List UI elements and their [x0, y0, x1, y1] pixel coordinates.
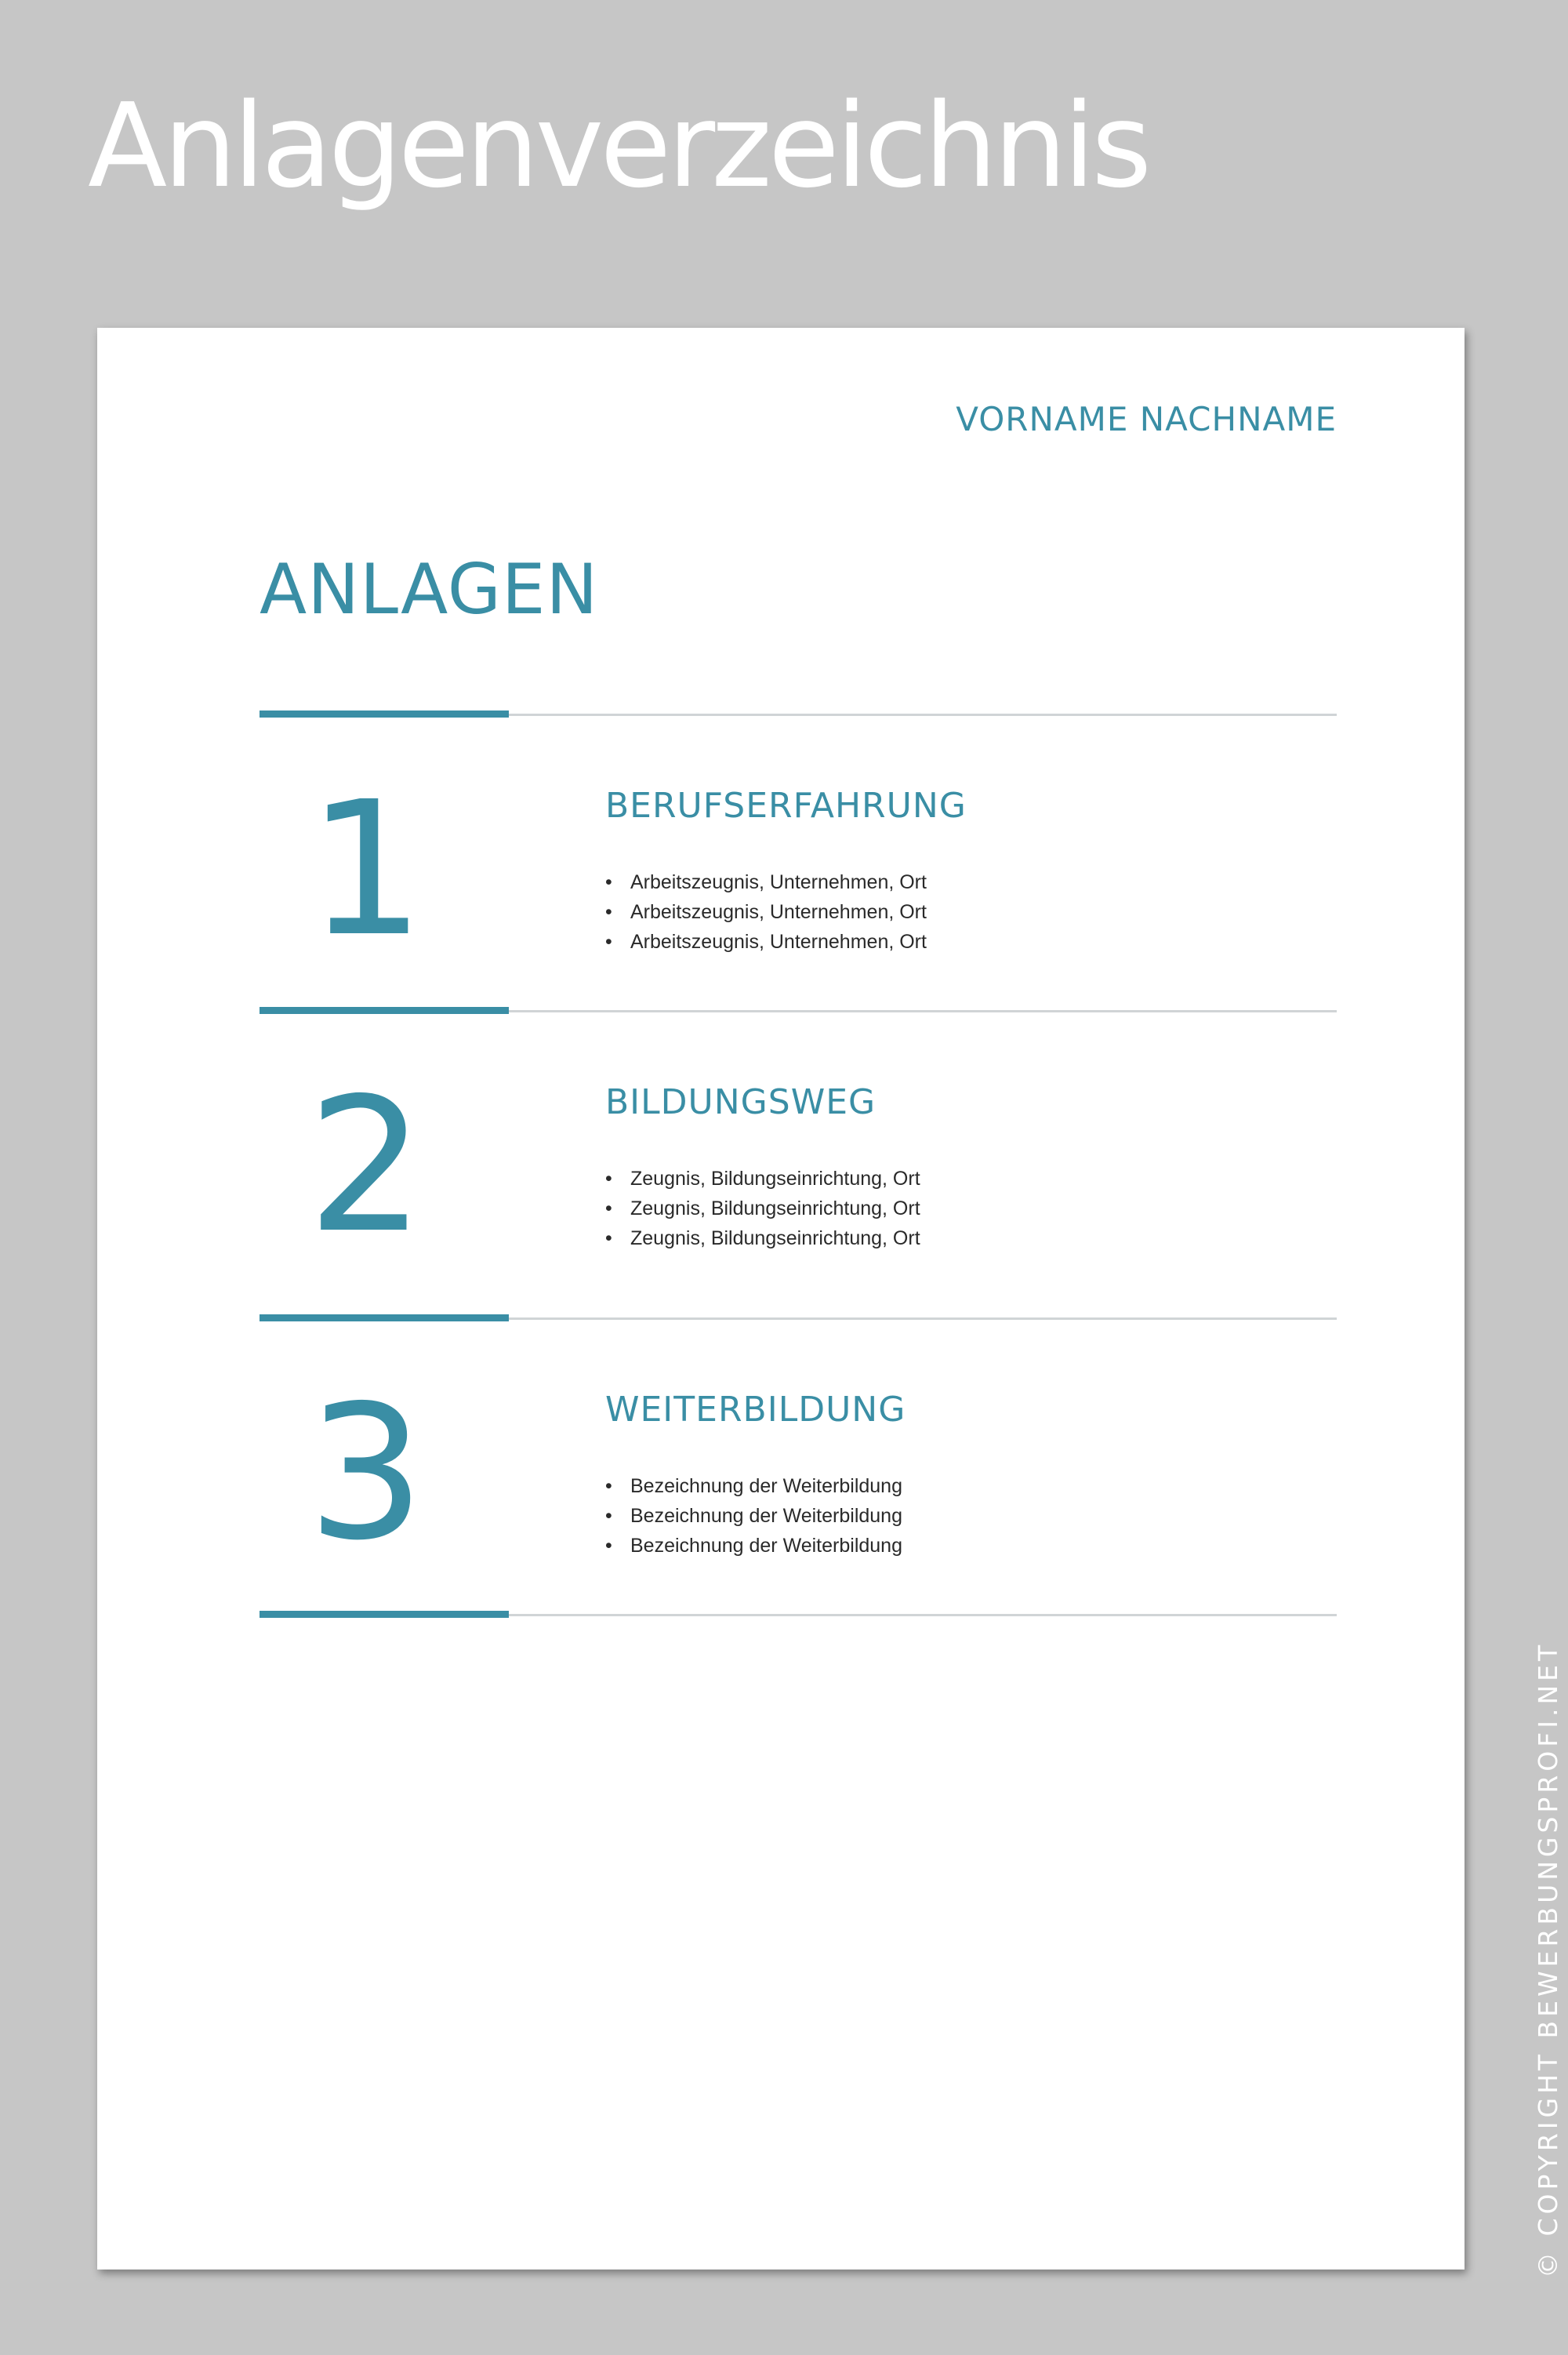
bullet: • — [605, 1168, 612, 1190]
section-heading: BILDUNGSWEG — [605, 1082, 877, 1122]
section-heading: BERUFSERFAHRUNG — [605, 786, 967, 826]
list-item — [605, 1223, 920, 1253]
list-item — [605, 927, 927, 957]
bullet: • — [605, 1475, 612, 1497]
document-title: ANLAGEN — [260, 549, 599, 630]
bullet: • — [605, 901, 612, 923]
owner-name: VORNAME NACHNAME — [956, 400, 1337, 438]
attachment-list — [605, 1471, 902, 1561]
divider-accent — [260, 1007, 509, 1014]
bullet: • — [605, 1197, 612, 1219]
list-item — [605, 1164, 920, 1194]
copyright-notice: © COPYRIGHT BEWERBUNGSPROFI.NET — [1533, 1641, 1563, 2278]
divider — [260, 1007, 1337, 1034]
list-item — [605, 1531, 902, 1561]
list-item-text: Zeugnis, Bildungseinrichtung, Ort — [630, 1168, 920, 1190]
attachment-list — [605, 867, 927, 957]
list-item — [605, 1501, 902, 1531]
list-item-text: Arbeitszeugnis, Unternehmen, Ort — [630, 931, 927, 953]
divider-accent — [260, 1314, 509, 1321]
list-item-text: Zeugnis, Bildungseinrichtung, Ort — [630, 1197, 920, 1219]
list-item-text: Zeugnis, Bildungseinrichtung, Ort — [630, 1227, 920, 1249]
list-item-text: Arbeitszeugnis, Unternehmen, Ort — [630, 901, 927, 923]
list-item — [605, 867, 927, 897]
divider-accent — [260, 1611, 509, 1618]
bullet: • — [605, 871, 612, 893]
divider — [260, 1314, 1337, 1341]
section-number: 3 — [307, 1365, 426, 1581]
page-heading: Anlagenverzeichnis — [88, 78, 1149, 213]
attachment-list — [605, 1164, 920, 1253]
document-sheet — [97, 328, 1465, 2270]
section-heading: WEITERBILDUNG — [605, 1390, 906, 1430]
bullet: • — [605, 1505, 612, 1527]
list-item-text: Bezeichnung der Weiterbildung — [630, 1505, 902, 1527]
bullet: • — [605, 1227, 612, 1249]
list-item — [605, 1471, 902, 1501]
list-item-text: Bezeichnung der Weiterbildung — [630, 1475, 902, 1497]
divider — [260, 1611, 1337, 1637]
section-number: 2 — [307, 1058, 426, 1274]
bullet: • — [605, 931, 612, 953]
list-item-text: Arbeitszeugnis, Unternehmen, Ort — [630, 871, 927, 893]
list-item-text: Bezeichnung der Weiterbildung — [630, 1535, 902, 1557]
list-item — [605, 897, 927, 927]
divider-accent — [260, 710, 509, 718]
bullet: • — [605, 1535, 612, 1557]
list-item — [605, 1194, 920, 1223]
section-number: 1 — [307, 761, 426, 977]
divider — [260, 710, 1337, 737]
